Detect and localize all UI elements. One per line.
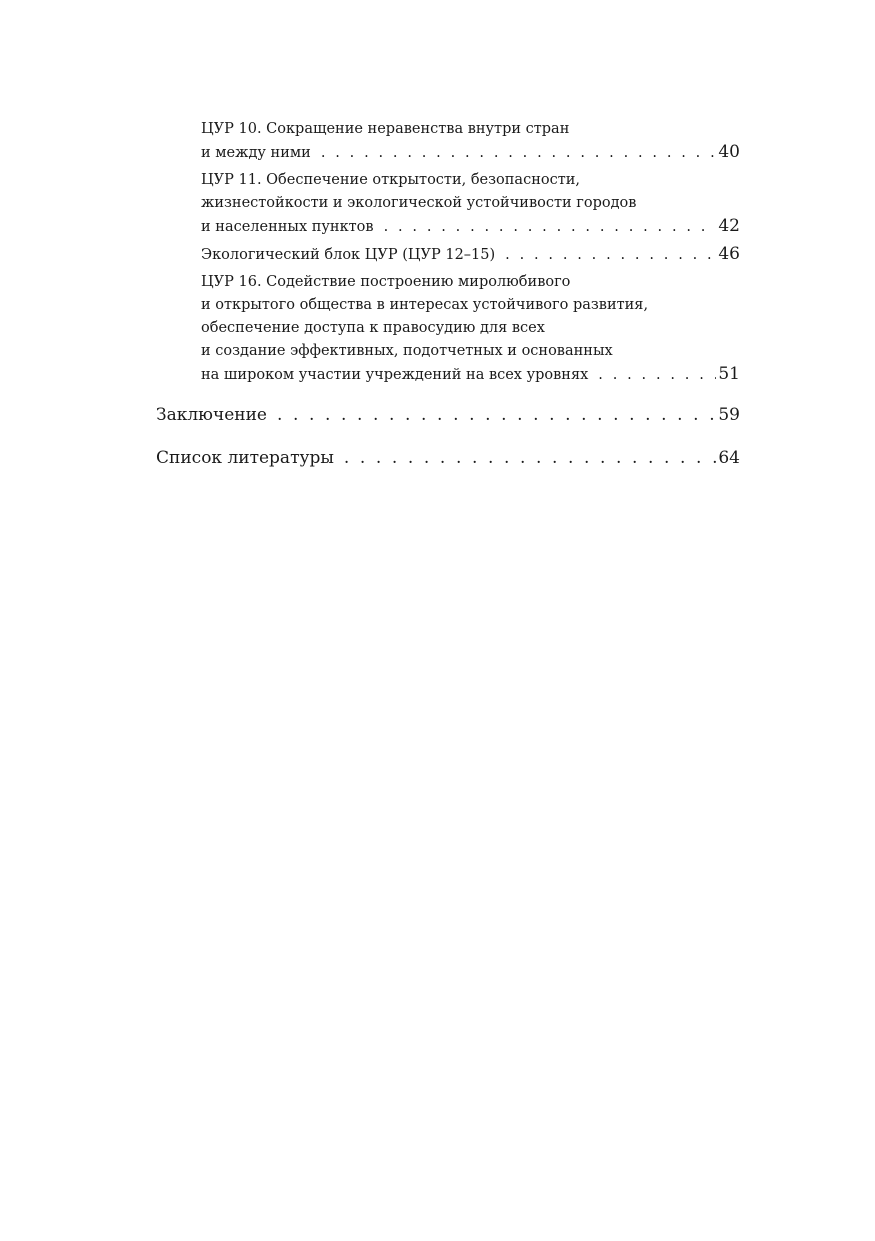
toc-entry-lastline [201,363,740,387]
dot-leader [588,364,716,387]
page-number: 46 [718,244,740,264]
toc-entry-eco-block[interactable] [201,243,740,267]
toc-entry-lastline [156,403,740,427]
page-number: 59 [718,405,740,425]
toc-entry-line: ЦУР 16. Содействие построению миролюбивого [201,274,571,290]
toc-entry-conclusion[interactable] [156,403,740,427]
dot-leader [495,244,716,267]
toc-entry-lastline [156,446,740,470]
toc-entry-references[interactable] [156,446,740,470]
toc-entry-sdg16[interactable] [201,271,740,387]
toc-entry-lastline [201,243,740,267]
dot-leader [311,142,717,165]
page-number: 51 [718,364,740,384]
page-number: 42 [718,216,740,236]
toc-entry-line: жизнестойкости и экологической устойчивости городов [201,195,637,211]
toc-entry-line: ЦУР 10. Сокращение неравенства внутри стран [201,121,570,137]
toc-entry-sdg11[interactable] [201,169,740,239]
dot-leader [334,446,716,470]
page-number: 40 [718,142,740,162]
page-number: 64 [718,448,740,468]
toc-entry-line: на широком участии учреждений на всех уровнях [201,367,589,383]
toc-entry-line: ЦУР 11. Обеспечение открытости, безопасности, [201,172,581,188]
toc-entry-line: и открытого общества в интересах устойчивого развития, [201,297,649,313]
toc-entry-line: Экологический блок ЦУР (ЦУР 12–15) [201,247,496,263]
toc-entry-title: Заключение [156,405,267,425]
dot-leader [374,216,717,239]
toc-entry-sdg10[interactable] [201,118,740,165]
toc-entry-title: Список литературы [156,448,334,468]
dot-leader [267,403,716,427]
table-of-contents [156,118,740,470]
toc-entry-lastline [201,141,740,165]
toc-entry-line: и между ними [201,145,311,161]
toc-entry-line: и населенных пунктов [201,219,374,235]
toc-entry-line: и создание эффективных, подотчетных и основанных [201,343,613,359]
toc-entry-line: обеспечение доступа к правосудию для всех [201,320,545,336]
toc-entry-lastline [201,215,740,239]
